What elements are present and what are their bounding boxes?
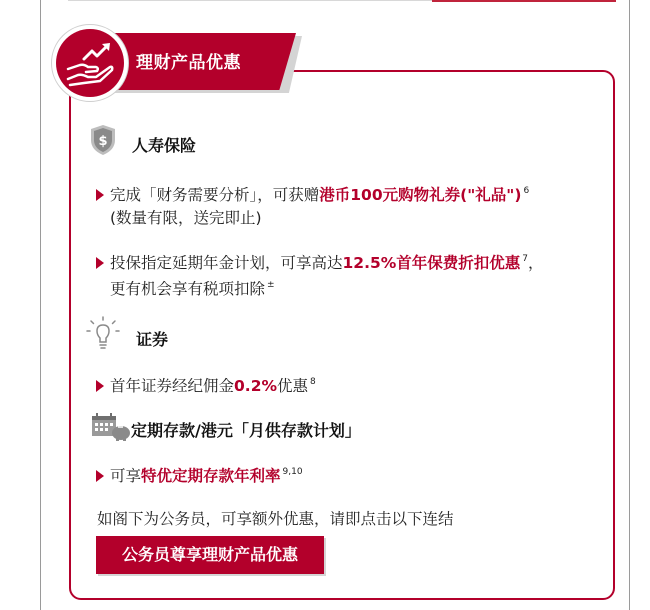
svg-text:$: $ [98, 134, 108, 149]
calendar-piggybank-icon [91, 412, 131, 442]
life-insurance-item-1 [96, 178, 529, 208]
bullet-arrow-icon [96, 189, 104, 201]
item-text: 投保指定延期年金计划，可享高达 [110, 254, 343, 272]
deposit-item-1 [96, 459, 303, 489]
civil-servant-note: 如阁下为公务员，可享额外优惠，请即点击以下连结 [97, 510, 454, 528]
item-highlight: 0.2% [234, 377, 278, 395]
section-title-securities: 证券 [136, 330, 169, 349]
item-text: 可享 [110, 467, 142, 485]
top-accent-bar [432, 0, 616, 2]
item-text-post: 优惠 [277, 377, 309, 395]
shield-dollar-icon [89, 124, 117, 156]
life-insurance-item-2-line-2 [110, 272, 275, 302]
hand-growth-icon [56, 29, 124, 97]
civil-servant-offers-button[interactable]: 公务员尊享理财产品优惠 [96, 536, 324, 574]
item-text-post: ， [528, 254, 544, 272]
item-highlight: 12.5%首年保费折扣优惠 [342, 254, 521, 272]
securities-item-1 [96, 369, 316, 399]
banner-title: 理财产品优惠 [136, 53, 241, 73]
bullet-arrow-icon [96, 470, 104, 482]
section-title-deposit: 定期存款/港元「月供存款计划」 [131, 421, 361, 440]
footnote-ref: 9,10 [282, 467, 303, 477]
life-insurance-item-1-line-2: (数量有限，送完即止) [110, 209, 262, 227]
bullet-arrow-icon [96, 257, 104, 269]
footnote-ref: 7 [522, 254, 529, 264]
footnote-ref: ± [267, 280, 275, 290]
footnote-ref: 8 [310, 377, 316, 387]
footnote-ref: 6 [523, 186, 530, 196]
item-highlight: 特优定期存款年利率 [141, 467, 281, 485]
item-highlight: 港币100元购物礼券("礼品") [319, 186, 522, 204]
section-title-life-insurance: 人寿保险 [132, 136, 197, 155]
item-text: 更有机会享有税项扣除 [110, 280, 266, 298]
item-text: 完成「财务需要分析」，可获赠 [110, 186, 320, 204]
bullet-arrow-icon [96, 380, 104, 392]
lightbulb-icon [86, 316, 120, 350]
item-text: 首年证券经纪佣金 [110, 377, 235, 395]
